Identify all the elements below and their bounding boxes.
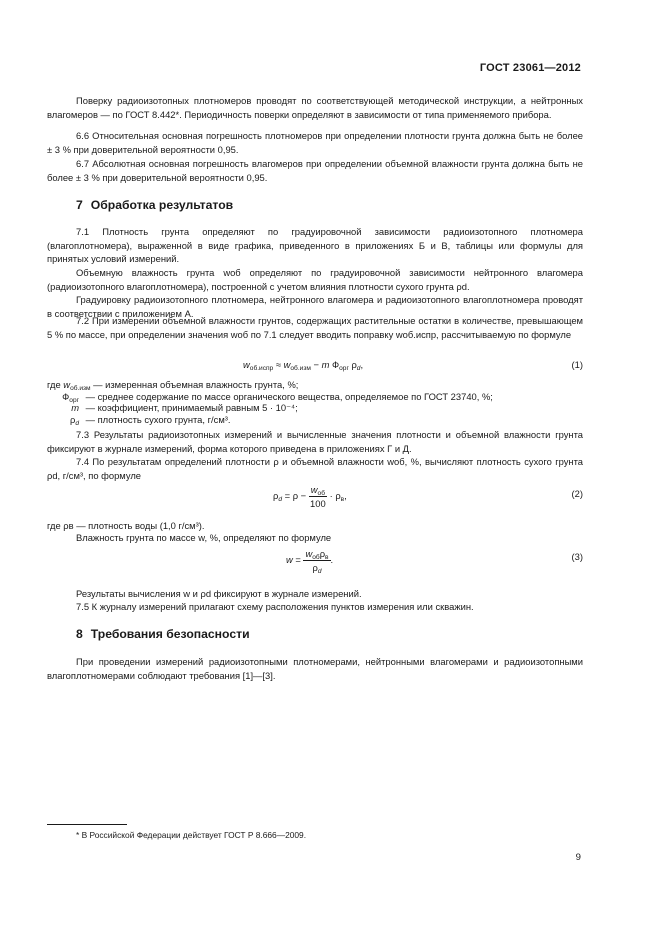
paragraph-6-5: Поверку радиоизотопных плотномеров проводят по соответствующей методической инструкции, а нейтронных влагомеров — по ГОСТ 8.442*. Периодичность поверки определяют в зависимости от типа применяемого прибора. [47, 95, 583, 120]
formula-1-number: (1) [571, 359, 583, 370]
formula-1: $w_{об.испр} \approx w_{об.изм} - m$ $Ф_{орг}$ $\rho_d$, [243, 359, 364, 372]
paragraph-6-7: 6.7 Абсолютная основная погрешность влагомеров при определении объемной влажности грунта должна быть не более ± 3 % при доверительной вероятности 0,95. [47, 158, 583, 183]
section-8-number: 8 [76, 627, 83, 641]
legend-row-w-meas: где $w_{об.изм}$ — измеренная объемная влажность грунта, %; [47, 379, 299, 392]
footnote: * В Российской Федерации действует ГОСТ Р 8.666—2009. [76, 830, 307, 840]
formula-2-fraction: $\frac{w_{об}}{100}$ [310, 484, 326, 509]
formula-3: w = $\frac{w_{об}\rho_в}{\rho_d}$ . [286, 548, 334, 575]
legend-row-rho-d: $\rho_d$ — плотность сухого грунта, г/см³. [69, 413, 231, 427]
legend-row-m: m — коэффициент, принимаемый равным 5 · 10⁻⁴; [71, 402, 298, 413]
section-7-title: Обработка результатов [90, 198, 234, 212]
footnote-divider [47, 824, 127, 825]
formula-3-number: (3) [571, 551, 583, 562]
page-number: 9 [575, 852, 581, 863]
paragraph-6-6: 6.6 Относительная основная погрешность плотномеров при определении плотности грунта должна быть не более ± 3 % при доверительной вероятности 0,95. [47, 130, 583, 155]
section-7-number: 7 [76, 198, 83, 212]
section-8-title: Требования безопасности [90, 627, 250, 641]
document-header: ГОСТ 23061—2012 [479, 62, 581, 74]
formula-1-legend [47, 379, 493, 425]
paragraph-7-1-calibration: Градуировку радиоизотопного плотномера, нейтронного влагомера и радиоизотопного влагоплотномера проводят в соответствии с приложением А. [47, 294, 583, 319]
section-8-heading [76, 627, 250, 641]
formula-2-legend: где ρв — плотность воды (1,0 г/см³). [47, 520, 205, 531]
legend-row-phi: $Ф_{орг}$ — среднее содержание по массе органического вещества, определяемое по ГОСТ 23740, %; [62, 390, 493, 404]
paragraph-7-5: 7.5 К журналу измерений прилагают схему расположения пунктов измерения или скважин. [76, 601, 474, 612]
formula-2-number: (2) [571, 488, 583, 499]
paragraph-8: При проведении измерений радиоизотопными плотномерами, нейтронными влагомерами и радиоизотопными влагоплотномерами соблюдают требования [1]—[3]. [47, 656, 583, 681]
paragraph-7-1-moisture: Объемную влажность грунта wоб определяют по градуировочной зависимости нейтронного влагомера (радиоизотопного влагоплотномера), построенной с учетом влияния плотности сухого грунта ρd. [47, 267, 583, 292]
formula-2: $\rho_d = \rho$ − $\frac{w_{об}}{100}$ · $\rho_в$, [273, 484, 347, 509]
paragraph-7-4: 7.4 По результатам определений плотности ρ и объемной влажности wоб, %, вычисляют плотность сухого грунта ρd, г/см³, по формуле [47, 456, 583, 481]
paragraph-moisture-by-mass: Влажность грунта по массе w, %, определяют по формуле [76, 532, 332, 543]
paragraph-7-1: 7.1 Плотность грунта определяют по градуировочной зависимости радиоизотопного плотномера (влагоплотномера), выраженной в виде графика, приведенного в приложениях Б и В, таблицы или формулы для принятых условий измерений. [47, 226, 583, 265]
paragraph-results: Результаты вычисления w и ρd фиксируют в журнале измерений. [76, 588, 362, 599]
paragraph-7-2: 7.2 При измерении объемной влажности грунтов, содержащих растительные остатки в количестве, превышающем 5 % по массе, при определении значения wоб по 7.1 следует вводить поправку wоб.испр, рассчитываемую по формуле [47, 315, 583, 340]
section-7-heading [76, 198, 233, 212]
formula-3-fraction: $\frac{w_{об}\rho_в}{\rho_d}$ [305, 548, 329, 575]
paragraph-7-3: 7.3 Результаты радиоизотопных измерений и вычисленные значения плотности и объемной влажности грунта фиксируют в журнале измерений, форма которого приведена в приложениях Г и Д. [47, 429, 583, 454]
